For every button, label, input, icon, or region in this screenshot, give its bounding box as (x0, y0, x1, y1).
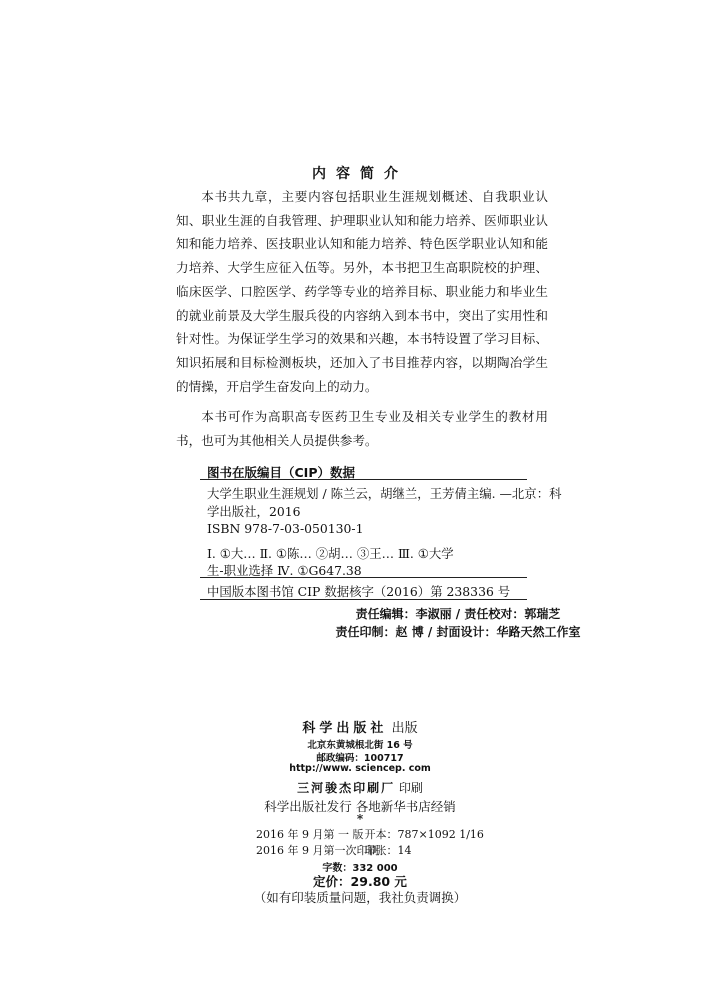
cip-heading: 图书在版编目（CIP）数据 (207, 465, 355, 480)
publisher-address: 北京东黄城根北街 16 号 (307, 740, 413, 751)
printing-row (256, 842, 412, 858)
printing-date: 2016 年 9 月第一次印刷 (256, 844, 379, 857)
printer-name: 三河骏杰印刷厂 (297, 781, 396, 795)
edition-date: 2016 年 9 月第 一 版 (256, 828, 364, 841)
quality-note: （如有印装质量问题，我社负责调换） (253, 890, 467, 905)
word-count: 字数：332 000 (322, 863, 398, 874)
publisher-name: 科学出版社 (302, 721, 388, 736)
summary-title: 内容简介 (312, 166, 408, 182)
printer-line (0, 779, 720, 796)
printer-suffix: 印刷 (398, 781, 423, 795)
distribution-line: 科学出版社发行 各地新华书店经销 (264, 799, 456, 814)
print-sheets: 印张：14 (364, 844, 412, 857)
format-size: 开本：787×1092 1/16 (364, 828, 484, 841)
cip-rule-middle (200, 577, 527, 578)
publisher-suffix: 出版 (391, 721, 418, 736)
summary-paragraph-1: 本书共九章，主要内容包括职业生涯规划概述、自我职业认知、职业生涯的自我管理、护理职业认知和能力培养、医师职业认知和能力培养、医技职业认知和能力培养、特色医学职业认知和能力培养、大学生应征入伍等。另外，本书把卫生高职院校的护理、临床医学、口腔医学、药学等专业的培养目标、职业能力和毕业生的就业前景及大学生服兵役的内容纳入到本书中，突出了实用性和针对性。为保证学生学习的效果和兴趣，本书特设置了学习目标、知识拓展和目标检测板块，还加入了书目推荐内容，以期陶冶学生的情操，开启学生奋发向上的动力。 (176, 189, 548, 394)
publisher-website: http://www. sciencep. com (289, 763, 431, 774)
staff-production: 责任印制：赵 博 / 封面设计：华路天然工作室 (335, 625, 581, 639)
staff-editors: 责任编辑：李淑丽 / 责任校对：郭瑞芝 (355, 607, 561, 621)
price: 定价：29.80 元 (313, 874, 407, 889)
publisher-line (0, 717, 720, 736)
edition-row (256, 826, 484, 842)
summary-paragraph-2: 本书可作为高职高专医药卫生专业及相关专业学生的教材用书，也可为其他相关人员提供参考。 (176, 409, 548, 448)
cip-line-1: 大学生职业生涯规划 / 陈兰云，胡继兰，王芳倩主编. —北京：科 (207, 486, 562, 501)
cip-rule-bottom (200, 599, 527, 600)
cip-rule-top (200, 479, 527, 480)
cip-isbn: ISBN 978-7-03-050130-1 (207, 521, 364, 536)
separator-star: * (356, 812, 364, 826)
cip-library-number: 中国版本图书馆 CIP 数据核字（2016）第 238336 号 (207, 584, 511, 599)
publisher-postcode: 邮政编码：100717 (316, 753, 404, 764)
cip-line-2: 学出版社，2016 (207, 504, 301, 519)
cip-classification-2: 生-职业选择 Ⅳ. ①G647.38 (207, 563, 362, 578)
cip-classification-1: Ⅰ. ①大… Ⅱ. ①陈… ②胡… ③王… Ⅲ. ①大学 (207, 546, 454, 561)
